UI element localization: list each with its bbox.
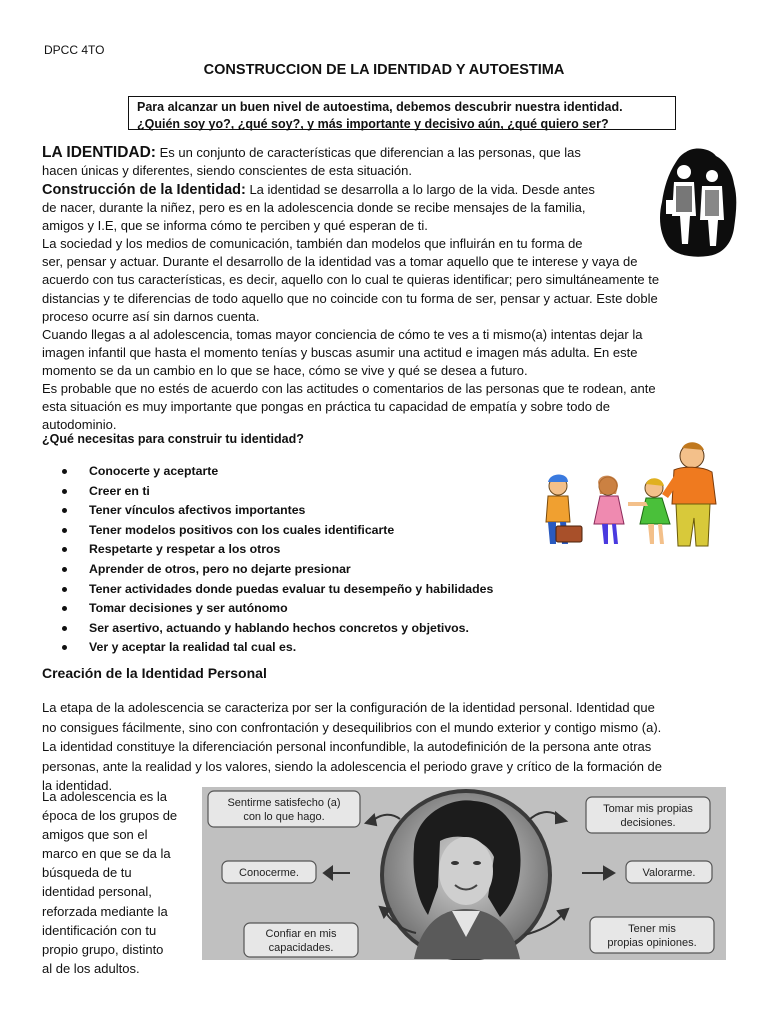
identity-section: [42, 144, 726, 180]
diagram-label-know-myself: [222, 861, 316, 883]
construction-line: La sociedad y los medios de comunicación, también dan modelos que influirán en tu forma de: [42, 236, 583, 252]
text-line: al de los adultos.: [42, 960, 140, 976]
construction-heading: Construcción de la Identidad:: [42, 182, 246, 198]
personal-identity-heading: Creación de la Identidad Personal: [42, 665, 267, 681]
text-line: no consigues fácilmente, sino con confrontación y desequilibrios con el mundo exterior y contigo mismo (a).: [42, 719, 662, 735]
list-item-text: Respetarte y respetar a los otros: [89, 542, 281, 557]
svg-text:con lo que hago.: con lo que hago.: [243, 811, 325, 823]
text-line: La etapa de la adolescencia se caracteriza por ser la configuración de la identidad personal. Identidad que: [42, 700, 655, 715]
svg-text:Valorarme.: Valorarme.: [642, 867, 696, 879]
list-item: [62, 638, 493, 658]
list-item: [62, 482, 493, 502]
bullet-icon: [62, 645, 67, 650]
list-item-text: Conocerte y aceptarte: [89, 464, 219, 478]
svg-text:Tomar mis propias: Tomar mis propias: [603, 803, 693, 815]
construction-line: Es probable que no estés de acuerdo con las actitudes o comentarios de las personas que te rodean, ante: [42, 381, 656, 397]
identity-text-2: hacen únicas y diferentes, siendo conscientes de esta situación.: [42, 163, 413, 179]
identity-diagram-image: [202, 787, 726, 960]
bullet-icon: [62, 606, 67, 611]
list-item: [62, 619, 493, 639]
list-item-text: Tener modelos positivos con los cuales identificarte: [89, 522, 395, 537]
construction-line: de nacer, durante la niñez, pero es en la adolescencia donde se recibe mensajes de la familia,: [42, 200, 586, 216]
page-title: CONSTRUCCION DE LA IDENTIDAD Y AUTOESTIMA: [203, 62, 565, 78]
diagram-label-value-myself: [626, 861, 712, 883]
children-group-illustration: [536, 440, 726, 552]
list-item-text: Tomar decisiones y ser autónomo: [89, 601, 288, 616]
needs-list: [62, 462, 493, 658]
construction-section: [42, 181, 726, 434]
list-item: [62, 599, 493, 619]
list-item: [62, 501, 493, 521]
identity-text: Es un conjunto de características que diferencian a las personas, que las: [155, 145, 581, 160]
list-item-text: Ver y aceptar la realidad tal cual es.: [89, 640, 297, 655]
identity-heading: LA IDENTIDAD:: [42, 144, 156, 161]
bullet-icon: [62, 567, 67, 572]
construction-line: La identidad se desarrolla a lo largo de la vida. Desde antes: [245, 182, 595, 197]
text-line: identidad personal,: [42, 884, 152, 900]
list-item-text: Creer en ti: [89, 483, 150, 498]
construction-line: acuerdo con tus características, es decir, aquello con lo cual te quieras identificar; pero simultáneamente te: [42, 272, 660, 288]
text-line: reforzada mediante la: [42, 903, 168, 919]
construction-line: autodominio.: [42, 417, 117, 433]
bullet-icon: [62, 528, 67, 533]
intro-box: Para alcanzar un buen nivel de autoestima, debemos descubrir nuestra identidad. ¿Quién soy yo?, ¿qué soy?, y más importante y decisivo aún, ¿qué quiero ser?: [128, 96, 676, 130]
family-silhouette-illustration: [654, 146, 740, 258]
list-item: [62, 521, 493, 541]
svg-text:capacidades.: capacidades.: [268, 942, 334, 954]
svg-text:Sentirme satisfecho (a): Sentirme satisfecho (a): [227, 797, 341, 809]
diagram-label-decisions: [586, 797, 710, 833]
construction-line: proceso ocurre así sin darnos cuenta.: [42, 308, 260, 324]
construction-line: esta situación es muy importante que pongas en práctica tu capacidad de empatía y sobre todo de: [42, 399, 611, 415]
list-item-text: Aprender de otros, pero no dejarte presionar: [89, 561, 351, 576]
construction-line: momento se da un cambio en lo que se hace, cómo se vive y qué se desea a futuro.: [42, 362, 528, 378]
list-item-text: Ser asertivo, actuando y hablando hechos concretos y objetivos.: [89, 620, 469, 635]
construction-line: amigos y I.E, que se informa cómo te perciben y qué esperan de ti.: [42, 218, 428, 234]
bullet-icon: [62, 489, 67, 494]
list-item-text: Tener vínculos afectivos importantes: [89, 503, 306, 518]
text-line: la identidad.: [42, 778, 113, 793]
text-line: marco en que se da la: [42, 846, 171, 862]
list-item-text: Tener actividades donde puedas evaluar tu desempeño y habilidades: [89, 581, 494, 596]
diagram-label-satisfied: [208, 791, 360, 827]
course-label: DPCC 4TO: [44, 43, 105, 57]
svg-text:Conocerme.: Conocerme.: [239, 867, 299, 879]
bullet-icon: [62, 508, 67, 513]
diagram-label-confidence: [244, 923, 358, 957]
construction-line: distancias y te diferencias de todo aquello que no coincide con tu forma de ser, pensar y actuar. Este doble: [42, 290, 658, 306]
needs-question: ¿Qué necesitas para construir tu identidad?: [42, 432, 304, 446]
text-line: propio grupo, distinto: [42, 941, 164, 957]
text-line: identificación con tu: [42, 922, 157, 938]
bullet-icon: [62, 547, 67, 552]
list-item: [62, 462, 493, 482]
list-item: [62, 560, 493, 580]
text-line: amigos que son el: [42, 827, 148, 843]
bullet-icon: [62, 626, 67, 631]
construction-line: ser, pensar y actuar. Durante el desarrollo de la identidad vas a tomar aquello que te interese y vaya de: [42, 254, 638, 270]
diagram-label-opinions: [590, 917, 714, 953]
text-line: personas, ante la realidad y los valores, siendo la adolescencia el periodo grave y crítico de la formación de: [42, 758, 663, 774]
list-item: [62, 540, 493, 560]
svg-text:decisiones.: decisiones.: [620, 817, 676, 829]
construction-line: Cuando llegas a al adolescencia, tomas mayor conciencia de cómo te ves a ti mismo(a) intentas dejar la: [42, 326, 643, 342]
personal-identity-text: [42, 698, 728, 796]
text-line: época de los grupos de: [42, 808, 178, 824]
svg-text:propias opiniones.: propias opiniones.: [607, 937, 697, 949]
bullet-icon: [62, 469, 67, 474]
svg-text:Tener mis: Tener mis: [628, 923, 676, 935]
adolescence-side-text: [42, 787, 192, 978]
text-line: La adolescencia es la: [42, 789, 168, 804]
construction-line: imagen infantil que hasta el momento tenías y buscas asumir una actitud e imagen más adulta. En este: [42, 344, 638, 360]
bullet-icon: [62, 587, 67, 592]
text-line: búsqueda de tu: [42, 865, 132, 881]
svg-text:Confiar en mis: Confiar en mis: [265, 928, 337, 940]
text-line: La identidad constituye la diferenciación personal inconfundible, la autodefinición de la persona ante otras: [42, 739, 652, 754]
list-item: [62, 580, 493, 600]
